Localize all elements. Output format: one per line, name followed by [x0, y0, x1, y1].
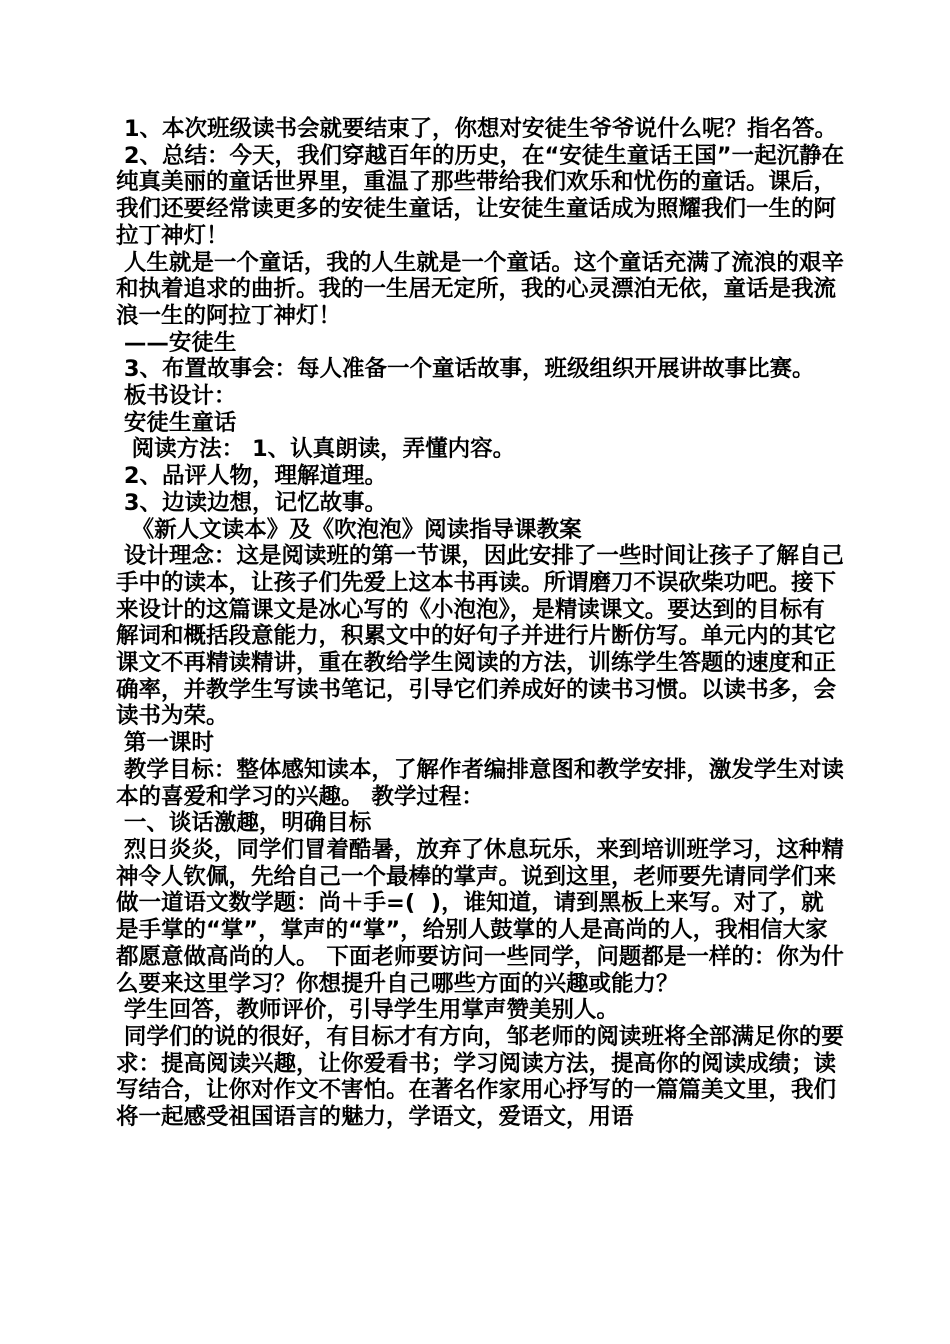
board-title: 安徒生童话 [116, 409, 237, 436]
reading-method-item-2: 2、品评人物，理解道理。 [116, 463, 387, 490]
teaching-goal-paragraph: 教学目标：整体感知读本，了解作者编排意图和教学安排，激发学生对读本的喜爱和学习的兴趣。 教学过程： [116, 756, 844, 810]
design-concept-paragraph: 设计理念：这是阅读班的第一节课，因此安排了一些时间让孩子了解自己手中的读本，让孩子们先爱上这本书再读。所谓磨刀不误砍柴功吧。接下来设计的这篇课文是冰心写的《小泡泡》，是精读课文。要达到的目标有解词和概括段意能力，积累文中的好句子并进行片断仿写。单元内的其它课文不再精读精讲，重在教给学生阅读的方法，训练学生答题的速度和正确率，并教学生写读书笔记，引导它们养成好的读书习惯。以读书多，会读书为荣。 [116, 543, 844, 730]
goal-statement-paragraph: 同学们的说的很好，有目标才有方向，邹老师的阅读班将全部满足你的要求：提高阅读兴趣，让你爱看书；学习阅读方法，提高你的阅读成绩；读写结合，让你对作文不害怕。在著名作家用心抒写的一篇篇美文里，我们将一起感受祖国语言的魅力，学语文，爱语文，用语 [116, 1023, 844, 1131]
quote-attribution: ——安徒生 [116, 329, 237, 356]
reading-method-item-1: 阅读方法： 1、认真朗读，弄懂内容。 [116, 436, 516, 463]
story-meeting-paragraph: 3、布置故事会：每人准备一个童话故事，班级组织开展讲故事比赛。 [116, 356, 815, 383]
section-one-heading: 一、谈话激趣，明确目标 [116, 810, 372, 837]
reading-method-item-3: 3、边读边想，记忆故事。 [116, 489, 387, 516]
first-lesson-heading: 第一课时 [116, 730, 214, 757]
andersen-quote-paragraph: 人生就是一个童话，我的人生就是一个童话。这个童话充满了流浪的艰辛和执着追求的曲折。我的一生居无定所，我的心灵漂泊无依，童话是我流浪一生的阿拉丁神灯！ [116, 249, 844, 329]
lesson-plan-title: 《新人文读本》及《吹泡泡》阅读指导课教案 [116, 516, 582, 543]
intro-talk-paragraph: 烈日炎炎，同学们冒着酷暑，放弃了休息玩乐，来到培训班学习，这种精神令人钦佩，先给自己一个最棒的掌声。说到这里，老师要先请同学们来做一道语文数学题：尚＋手=( )，谁知道，请到黑板上来写。对了，就是手掌的“掌”，掌声的“掌”，给别人鼓掌的人是高尚的人，我相信大家都愿意做高尚的人。 下面老师要访问一些同学，问题都是一样的：你为什么要来这里学习？你想提升自己哪些方面的兴趣或能力？ [116, 836, 844, 997]
board-design-heading: 板书设计： [116, 383, 237, 410]
closing-question-paragraph: 1、本次班级读书会就要结束了，你想对安徒生爷爷说什么呢？指名答。 [116, 116, 838, 142]
document-page [116, 116, 846, 1131]
student-answer-paragraph: 学生回答，教师评价，引导学生用掌声赞美别人。 [116, 997, 619, 1024]
summary-paragraph: 2、总结：今天，我们穿越百年的历史，在“安徒生童话王国”一起沉静在纯真美丽的童话世界里，重温了那些带给我们欢乐和忧伤的童话。课后，我们还要经常读更多的安徒生童话，让安徒生童话成为照耀我们一生的阿拉丁神灯！ [116, 142, 845, 249]
